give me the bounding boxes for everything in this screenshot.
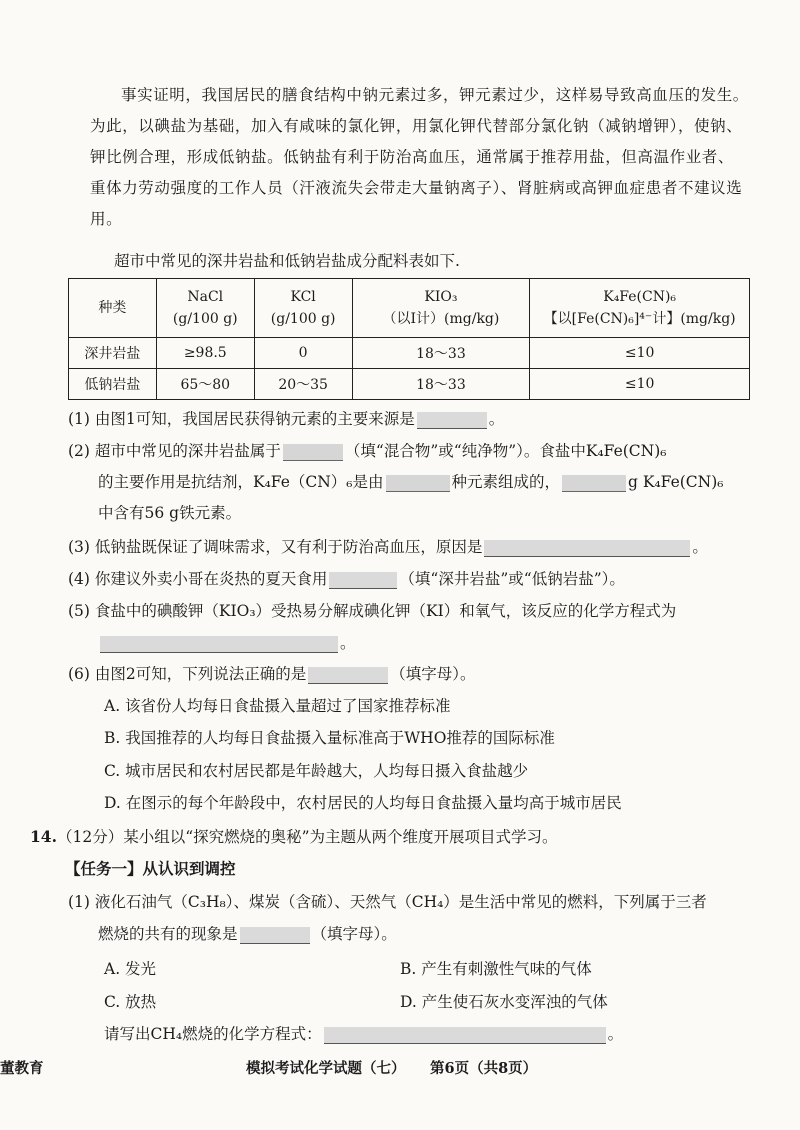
- table-cell: ≥98.5: [156, 338, 254, 369]
- question-2-line-3: 中含有56 g铁元素。: [98, 504, 242, 522]
- question-5: (5) 食盐中的碘酸钾（KIO₃）受热易分解成碘化钾（KI）和氧气，该反应的化学方程式为: [68, 602, 677, 620]
- task-heading: 【任务一】从认识到调控: [65, 859, 236, 878]
- header-cell: KCl (g/100 g): [254, 279, 352, 338]
- answer-blank[interactable]: [562, 475, 626, 492]
- answer-blank[interactable]: [324, 1027, 606, 1044]
- header-cell: 种类: [69, 279, 157, 338]
- question-6: (6) 由图2可知，下列说法正确的是 （填字母）。: [68, 665, 476, 683]
- option-b: B. 产生有刺激性气味的气体: [400, 960, 592, 978]
- intro-paragraph: 事实证明，我国居民的膳食结构中钠元素过多，钾元素过少，这样易导致高血压的发生。为此，以碘盐为基础，加入有咸味的氯化钾，用氯化钾代替部分氯化钠（减钠增钾），使钠、钾比例合理，形成低钠盐。低钠盐有利于防治高血压，通常属于推荐用盐，但高温作业者、重体力劳动强度的工作人员（汗液流失会带走大量钠离子）、肾脏病或高钾血症患者不建议选用。: [90, 86, 749, 228]
- table-cell: 65～80: [156, 369, 254, 400]
- question-2-line-1: (2) 超市中常见的深井岩盐属于 （填“混合物”或“纯净物”）。食盐中K₄Fe(CN)₆: [68, 442, 667, 460]
- table-row: [69, 338, 750, 369]
- header-cell: NaCl (g/100 g): [156, 279, 254, 338]
- table-cell: 18～33: [352, 338, 530, 369]
- question-2-line-2: 的主要作用是抗结剂，K₄Fe（CN）₆是由 种元素组成的， g K₄Fe(CN)₆: [98, 473, 724, 491]
- table-header-row: [69, 279, 750, 338]
- question-3: (3) 低钠盐既保证了调味需求，又有利于防治高血压，原因是 。: [68, 538, 708, 556]
- q14-sub1-line-1: (1) 液化石油气（C₃H₈）、煤炭（含硫）、天然气（CH₄）是生活中常见的燃料，下列属于三者: [68, 893, 707, 911]
- answer-blank[interactable]: [283, 444, 343, 461]
- answer-blank[interactable]: [484, 540, 690, 557]
- table-cell: 深井岩盐: [69, 338, 157, 369]
- question-1: (1) 由图1可知，我国居民获得钠元素的主要来源是 。: [68, 410, 505, 428]
- option-b: B. 我国推荐的人均每日食盐摄入量标准高于WHO推荐的国际标准: [104, 729, 555, 747]
- table-cell: 0: [254, 338, 352, 369]
- option-c: C. 放热: [104, 993, 157, 1011]
- answer-blank[interactable]: [240, 927, 310, 944]
- table-cell: 18～33: [352, 369, 530, 400]
- answer-blank[interactable]: [329, 572, 397, 589]
- ingredient-table: [68, 278, 750, 400]
- table-cell: 20～35: [254, 369, 352, 400]
- table-cell: ≤10: [530, 338, 750, 369]
- footer-title: 模拟考试化学试题（七）: [246, 1060, 406, 1077]
- question-5-answer-line: 。: [98, 629, 356, 657]
- answer-blank[interactable]: [386, 475, 450, 492]
- option-d: D. 在图示的每个年龄段中，农村居民的人均每日食盐摄入量均高于城市居民: [104, 794, 622, 812]
- table-cell: 低钠岩盐: [69, 369, 157, 400]
- option-a: A. 该省份人均每日食盐摄入量超过了国家推荐标准: [104, 697, 451, 715]
- page-number: 第6页（共8页）: [430, 1060, 538, 1077]
- question-14: 14.（12分）某小组以“探究燃烧的奥秘”为主题从两个维度开展项目式学习。: [30, 827, 558, 846]
- equation-prompt: 请写出CH₄燃烧的化学方程式： 。: [104, 1025, 624, 1043]
- option-d: D. 产生使石灰水变浑浊的气体: [400, 993, 608, 1011]
- q14-sub1-line-2: 燃烧的共有的现象是 （填字母）。: [98, 925, 397, 943]
- answer-blank[interactable]: [308, 667, 388, 684]
- footer-left: 董教育: [0, 1060, 44, 1077]
- table-caption: 超市中常见的深井岩盐和低钠岩盐成分配料表如下.: [114, 252, 460, 270]
- question-4: (4) 你建议外卖小哥在炎热的夏天食用 （填“深井岩盐”或“低钠岩盐”）。: [68, 570, 625, 588]
- option-c: C. 城市居民和农村居民都是年龄越大，人均每日摄入食盐越少: [104, 762, 529, 780]
- table-row: [69, 369, 750, 400]
- option-a: A. 发光: [104, 960, 157, 978]
- answer-blank[interactable]: [417, 412, 487, 429]
- header-cell: K₄Fe(CN)₆ 【以[Fe(CN)₆]⁴⁻计】(mg/kg): [530, 279, 750, 338]
- table-cell: ≤10: [530, 369, 750, 400]
- header-cell: KIO₃ （以I计）(mg/kg): [352, 279, 530, 338]
- answer-blank[interactable]: [100, 636, 338, 653]
